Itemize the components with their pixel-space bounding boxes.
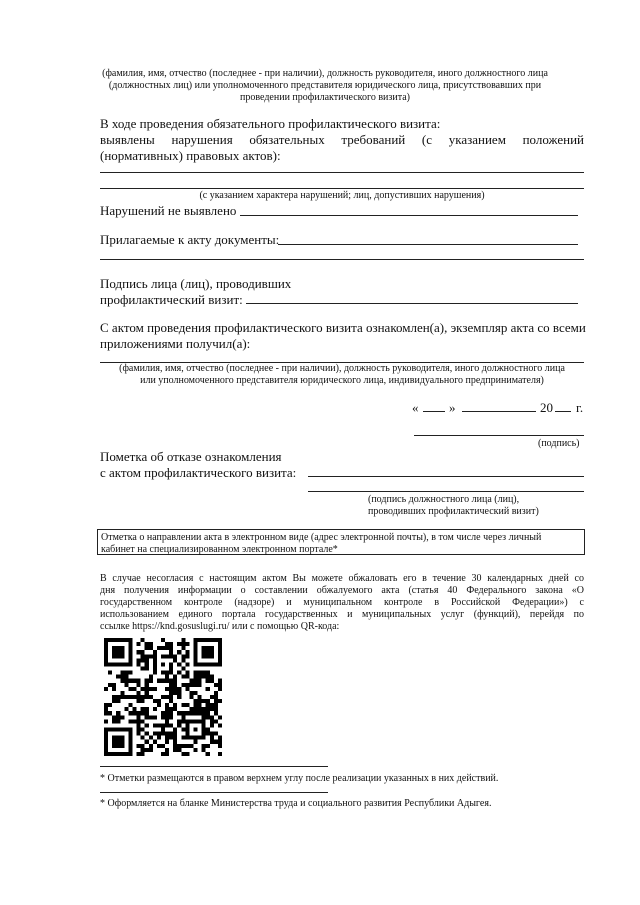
date-year-suffix: г. bbox=[576, 400, 584, 415]
appeal-text bbox=[100, 573, 584, 633]
acquainted-line-2: приложениями получил(а): bbox=[100, 336, 251, 351]
date-month-line bbox=[462, 411, 536, 412]
attached-docs-fill-line-2 bbox=[100, 259, 584, 260]
acquainted-caption-line-1: (фамилия, имя, отчество (последнее - при наличии), должность руководителя, иного должностного лица bbox=[119, 363, 565, 374]
date-close-quote: » bbox=[449, 400, 456, 415]
acquainted-caption-line-2: или уполномоченного представителя юридического лица, индивидуального предпринимателя) bbox=[140, 375, 544, 386]
appeal-line-3: государственном контроле (надзоре) и муниципальном контроле в Российской Федерации») с bbox=[100, 597, 584, 608]
acquainted-line-1: С актом проведения профилактического визита ознакомлен(а), экземпляр акта со всеми bbox=[100, 320, 586, 335]
visit-line-3: (нормативных) правовых актов): bbox=[100, 148, 281, 163]
refusal-block bbox=[100, 449, 296, 481]
signature-line-2: профилактический визит: bbox=[100, 292, 243, 307]
footnote-separator-2 bbox=[100, 792, 328, 793]
refusal-line-1: Пометка об отказе ознакомления bbox=[100, 449, 282, 464]
violations-fill-line-1 bbox=[100, 172, 584, 173]
visit-findings bbox=[100, 116, 584, 164]
date-day-line bbox=[423, 411, 445, 412]
appeal-line-1: В случае несогласия с настоящим актом Вы можете обжаловать его в течение 30 календарных дней со bbox=[100, 573, 584, 584]
violations-caption: (с указанием характера нарушений; лиц, допустивших нарушения) bbox=[199, 190, 485, 201]
appeal-line-2: дня получения информации о составлении обжалуемого акта (статья 40 Федерального закона «О bbox=[100, 585, 584, 596]
podpis-caption: (подпись) bbox=[538, 438, 580, 449]
visit-line-1: В ходе проведения обязательного профилактического визита: bbox=[100, 116, 441, 131]
appeal-line-5: ссылке https://knd.gosuslugi.ru/ или с помощью QR-кода: bbox=[100, 621, 340, 632]
footnote-2: * Оформляется на бланке Министерства труда и социального развития Республики Адыгея. bbox=[100, 798, 492, 809]
no-violations-label: Нарушений не выявлено bbox=[100, 203, 237, 218]
qr-code-icon[interactable] bbox=[104, 638, 222, 756]
top-caption-line-3: проведении профилактического визита) bbox=[240, 92, 410, 103]
refusal-fill-line-2 bbox=[308, 491, 584, 492]
podpis-line bbox=[414, 435, 584, 436]
no-violations-fill-line bbox=[240, 215, 578, 216]
top-caption-line-2: (должностных лиц) или уполномоченного представителя юридического лица, присутствовавших при bbox=[108, 80, 542, 91]
signature-line-1: Подпись лица (лиц), проводивших bbox=[100, 276, 292, 291]
date-open-quote: « bbox=[412, 400, 419, 415]
acquainted-block bbox=[100, 320, 590, 352]
appeal-line-4: использованием единого портала государственных и муниципальных услуг (функций), перейдя по bbox=[100, 609, 584, 620]
date-year-prefix: 20 bbox=[540, 400, 553, 415]
refusal-fill-line-1 bbox=[308, 476, 584, 477]
electronic-box-line-1: Отметка о направлении акта в электронном виде (адрес электронной почты), в том числе через личный bbox=[101, 532, 542, 543]
date-year-line bbox=[555, 411, 571, 412]
attached-docs-fill-line-1 bbox=[278, 244, 578, 245]
top-caption-line-1: (фамилия, имя, отчество (последнее - при наличии), должность руководителя, иного должностного лица bbox=[102, 68, 548, 79]
refusal-caption bbox=[368, 494, 539, 518]
refusal-caption-line-1: (подпись должностного лица (лиц), bbox=[368, 494, 520, 505]
signature-fill-line bbox=[246, 303, 578, 304]
violations-fill-line-2 bbox=[100, 188, 584, 189]
electronic-box-line-2: кабинет на специализированном электронном портале* bbox=[101, 544, 338, 555]
refusal-caption-line-2: проводивших профилактический визит) bbox=[368, 506, 539, 517]
visit-line-2: выявлены нарушения обязательных требований (с указанием положений bbox=[100, 132, 584, 147]
attached-docs-label: Прилагаемые к акту документы: bbox=[100, 232, 280, 247]
acquainted-caption bbox=[96, 363, 588, 387]
top-caption bbox=[90, 68, 560, 104]
electronic-sending-box bbox=[97, 529, 585, 555]
footnote-1: * Отметки размещаются в правом верхнем углу после реализации указанных в них действий. bbox=[100, 773, 499, 784]
footnote-separator-1 bbox=[100, 766, 328, 767]
refusal-line-2: с актом профилактического визита: bbox=[100, 465, 297, 480]
